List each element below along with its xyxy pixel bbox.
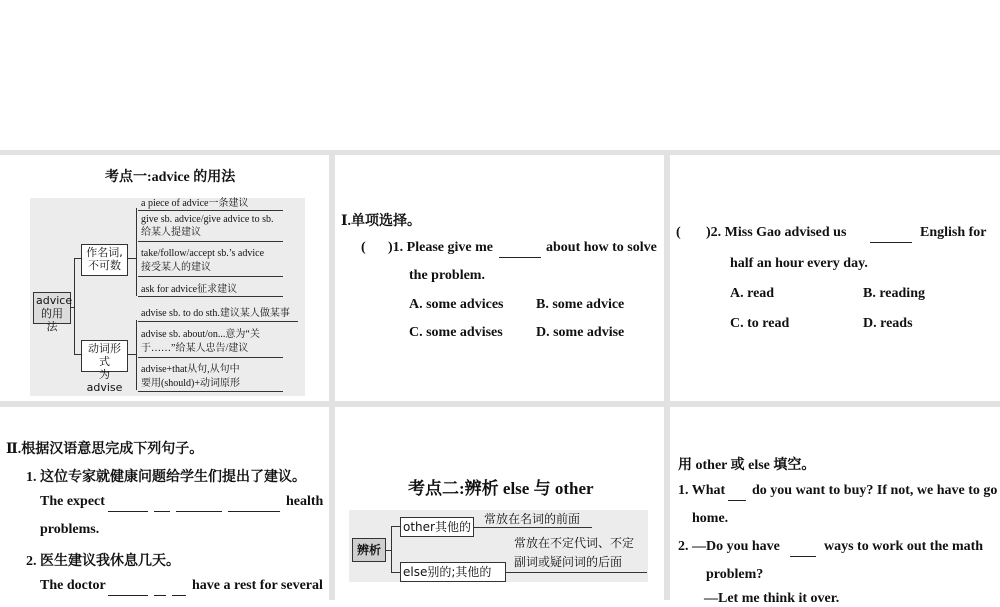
- section-two-heading: Ⅱ.根据汉语意思完成下列句子。: [6, 442, 204, 457]
- mindmap-root: [33, 292, 73, 333]
- diagram-root-connector: [391, 526, 392, 572]
- translation-1-start: The expect: [40, 494, 105, 509]
- verb-leaves-connector: [136, 320, 137, 390]
- card1-title: 考点一:advice 的用法: [105, 170, 236, 185]
- verb-item-1-rule: [138, 321, 298, 322]
- mindmap-branch-noun: [81, 244, 128, 276]
- fill-q1-blank[interactable]: [728, 499, 746, 501]
- verb-item-2b: 于……”给某人忠告/建议: [141, 343, 249, 354]
- noun-item-2a: give sb. advice/give advice to sb.: [141, 214, 274, 225]
- mindmap-root-line1: advice: [36, 294, 73, 307]
- q1-stem-tail: about how to solve: [546, 240, 657, 255]
- translation-1-blank-1[interactable]: [108, 510, 148, 512]
- translation-2-start: The doctor: [40, 578, 106, 593]
- translation-1-line2: problems.: [40, 522, 100, 537]
- translation-1-tail: health: [286, 494, 324, 509]
- q2-paren: (: [676, 225, 681, 240]
- diagram-other-label: other其他的: [400, 517, 474, 537]
- diagram-else-stub: [391, 572, 400, 573]
- q2-option-b[interactable]: B. reading: [863, 286, 925, 301]
- fill-q2-blank[interactable]: [790, 555, 816, 557]
- q1-answer-blank[interactable]: [499, 256, 541, 258]
- q1-option-a[interactable]: A. some advices: [409, 297, 504, 312]
- branch-verb-line2: 为advise: [86, 368, 123, 394]
- branch-noun-line1: 作名词,: [86, 246, 123, 259]
- diagram-root: 辨析: [352, 538, 386, 562]
- verb-item-1: advise sb. to do sth.建议某人做某事: [141, 308, 290, 319]
- q1-stem-line2: the problem.: [409, 268, 485, 283]
- verb-branch-stub: [128, 354, 136, 355]
- noun-item-2b: 给某人提建议: [141, 227, 201, 238]
- q2-answer-blank[interactable]: [870, 241, 912, 243]
- else-description-line1: 常放在不定代词、不定: [514, 536, 635, 550]
- card-multiple-choice-2: [670, 155, 1000, 401]
- noun-item-3-rule: [138, 276, 283, 277]
- verb-item-3b: 要用(should)+动词原形: [141, 378, 240, 389]
- noun-branch-stub: [128, 258, 136, 259]
- else-description-line2: 副词或疑问词的后面: [514, 555, 623, 569]
- branch-noun-line2: 不可数: [88, 259, 121, 272]
- card6-instruction: 用 other 或 else 填空。: [678, 458, 816, 473]
- mindmap-root-line2: 的用法: [41, 307, 63, 333]
- noun-item-3b: 接受某人的建议: [141, 262, 211, 273]
- diagram-root-stub: [386, 550, 391, 551]
- q2-stem-tail: English for: [920, 225, 987, 240]
- other-description-rule: [482, 527, 592, 528]
- noun-leaves-connector: [136, 208, 137, 296]
- mindmap-noun-stub: [74, 258, 81, 259]
- other-description: 常放在名词的前面: [484, 512, 581, 526]
- mindmap-root-connector: [74, 258, 75, 354]
- q1-option-c[interactable]: C. some advises: [409, 325, 503, 340]
- mindmap-branch-verb: [81, 340, 128, 394]
- fill-q2-line2: problem?: [706, 567, 764, 582]
- translation-2-blank-1[interactable]: [108, 594, 148, 596]
- fill-q1-start: 1. What: [678, 483, 726, 498]
- fill-q1-tail: do you want to buy? If not, we have to go: [752, 483, 998, 498]
- noun-item-4-rule: [138, 296, 283, 297]
- verb-item-3-rule: [138, 391, 283, 392]
- q2-option-a[interactable]: A. read: [730, 286, 775, 301]
- card5-title: 考点二:辨析 else 与 other: [408, 479, 594, 498]
- other-desc-stub: [474, 527, 482, 528]
- mindmap-verb-stub: [74, 354, 81, 355]
- mindmap-root-stub: [71, 307, 74, 308]
- noun-item-3a: take/follow/accept sb.’s advice: [141, 248, 265, 259]
- noun-item-2-rule: [138, 241, 283, 242]
- fill-q2-line3: —Let me think it over.: [704, 591, 840, 606]
- q1-option-b[interactable]: B. some advice: [536, 297, 625, 312]
- q2-stem-line2: half an hour every day.: [730, 256, 868, 271]
- q1-stem: )1. Please give me: [388, 240, 493, 255]
- card-multiple-choice-1: [335, 155, 664, 401]
- verb-item-2-rule: [138, 357, 283, 358]
- q2-option-c[interactable]: C. to read: [730, 316, 790, 331]
- diagram-else-label: else别的;其他的: [400, 562, 506, 582]
- translation-1-blank-4[interactable]: [228, 510, 280, 512]
- verb-item-2a: advise sb. about/on...意为“关: [141, 329, 260, 340]
- verb-item-3a: advise+that从句,从句中: [141, 364, 240, 375]
- q2-option-d[interactable]: D. reads: [863, 316, 913, 331]
- fill-q2-tail: ways to work out the math: [824, 539, 984, 554]
- noun-item-1: a piece of advice一条建议: [141, 198, 249, 209]
- diagram-other-stub: [391, 526, 400, 527]
- fill-q1-line2: home.: [692, 511, 729, 526]
- q1-paren: (: [361, 240, 366, 255]
- translation-1-blank-3[interactable]: [176, 510, 222, 512]
- fill-q2-start: 2. —Do you have: [678, 539, 780, 554]
- translation-2-chinese: 2. 医生建议我休息几天。: [26, 554, 180, 569]
- noun-item-1-rule: [138, 210, 283, 211]
- section-one-heading: Ⅰ.单项选择。: [341, 214, 422, 229]
- q1-option-d[interactable]: D. some advise: [536, 325, 625, 340]
- translation-1-blank-2[interactable]: [154, 510, 170, 512]
- else-description-rule: [512, 572, 647, 573]
- branch-verb-line1: 动词形式: [88, 342, 121, 368]
- translation-2-tail: have a rest for several: [192, 578, 323, 593]
- translation-2-blank-3[interactable]: [172, 594, 186, 596]
- noun-item-4: ask for advice征求建议: [141, 284, 238, 295]
- translation-2-blank-2[interactable]: [154, 594, 166, 596]
- translation-1-chinese: 1. 这位专家就健康问题给学生们提出了建议。: [26, 470, 306, 485]
- q2-stem: )2. Miss Gao advised us: [706, 225, 847, 240]
